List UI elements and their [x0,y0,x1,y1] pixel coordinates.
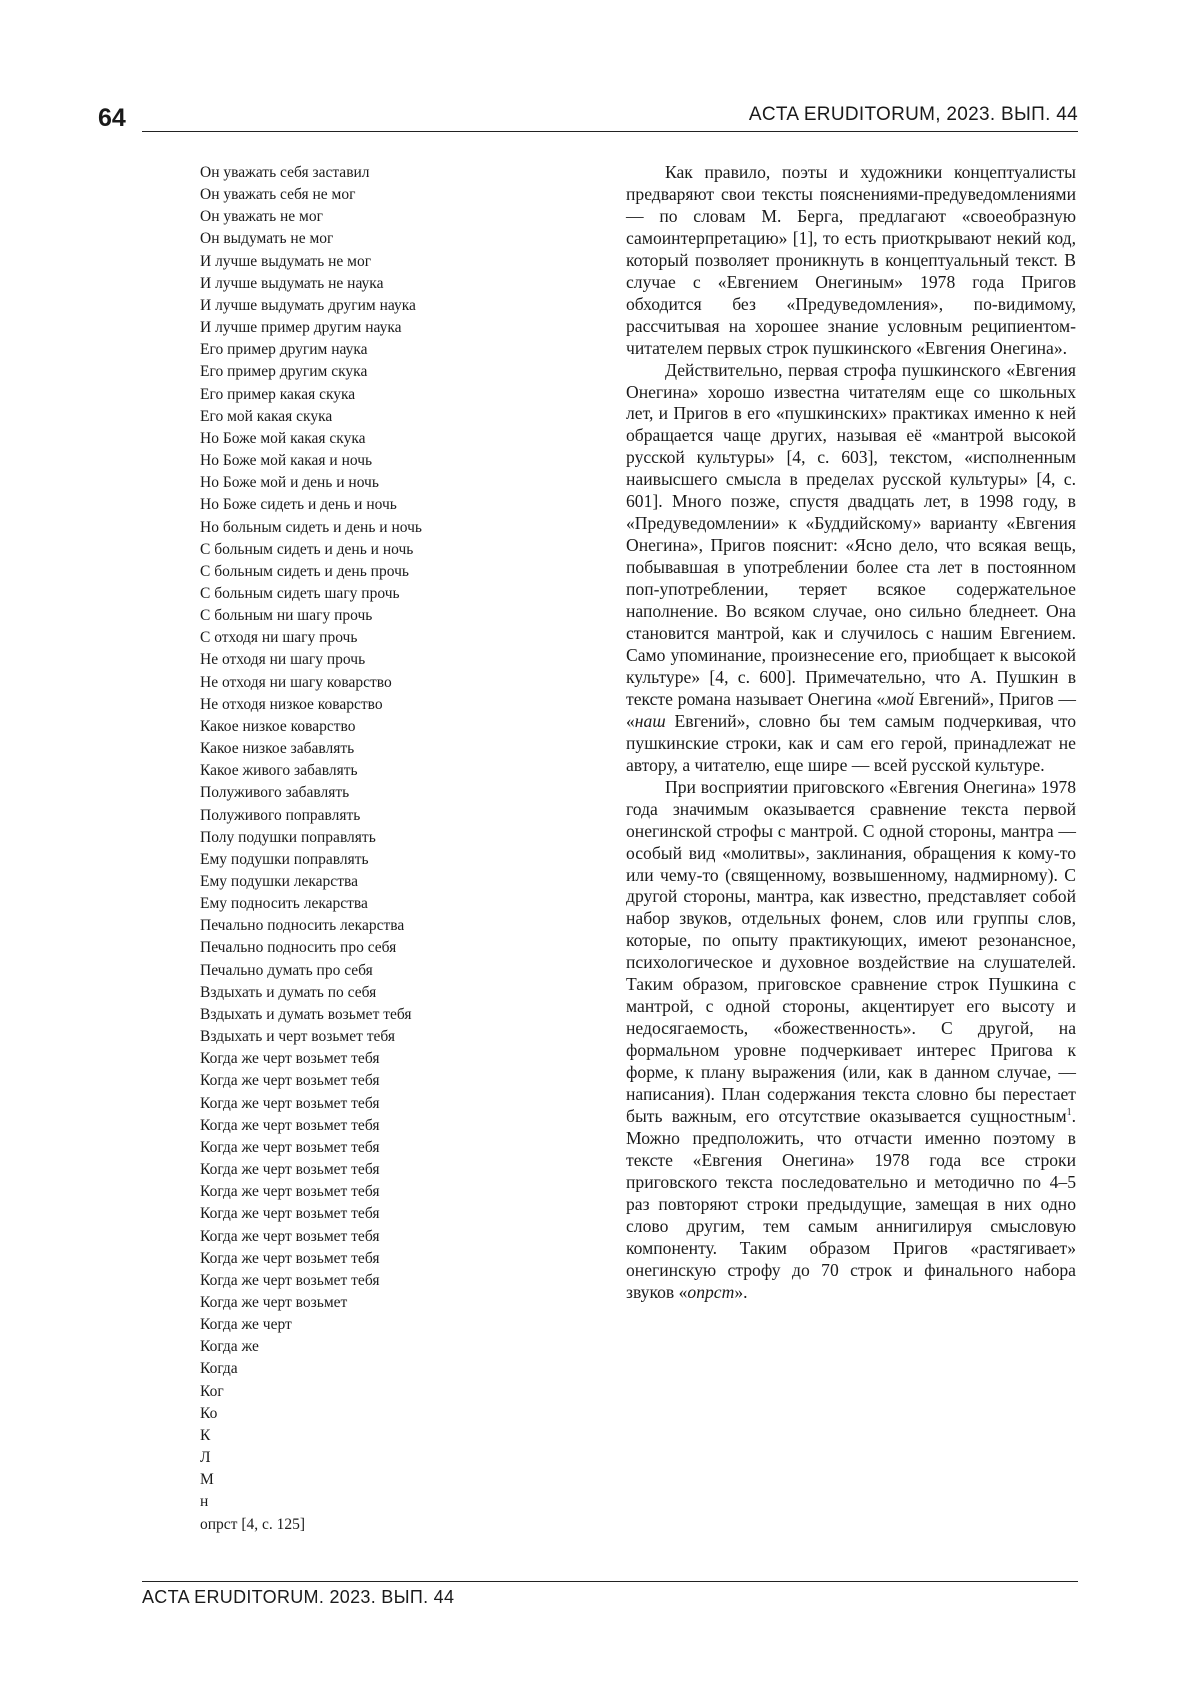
poem-line: Когда же черт возьмет тебя [200,1048,500,1070]
poem-line: И лучше выдумать другим наука [200,295,500,317]
header-divider [142,131,1078,132]
poem-line: Но Боже мой и день и ночь [200,472,500,494]
poem-line: Полуживого забавлять [200,782,500,804]
paragraph-text: Евгений», словно бы тем самым подчеркивая, что пушкинские строки, как и сам его герой, принадлежат не автору, а читателю, еще шире — всей русской культуре. [626,711,1076,775]
poem-line: Ему подносить лекарства [200,893,500,915]
poem-line: Но больным сидеть и день и ночь [200,517,500,539]
poem-line: С больным сидеть и день и ночь [200,539,500,561]
poem-line: Когда же черт возьмет тебя [200,1115,500,1137]
poem-line: Вздыхать и думать возьмет тебя [200,1004,500,1026]
poem-line: Вздыхать и думать по себя [200,982,500,1004]
poem-line: Когда же черт возьмет тебя [200,1070,500,1092]
poem-line: Ему подушки лекарства [200,871,500,893]
poem-column [200,162,500,1536]
poem-line: Его мой какая скука [200,406,500,428]
paragraph [626,162,1076,360]
poem-line: Когда же черт возьмет тебя [200,1226,500,1248]
poem-line: Когда же черт возьмет тебя [200,1248,500,1270]
running-header: ACTA ERUDITORUM, 2023. ВЫП. 44 [749,104,1078,126]
poem-line: С больным ни шагу прочь [200,605,500,627]
poem-line: Когда же черт возьмет тебя [200,1203,500,1225]
poem-line: М [200,1469,500,1491]
footer-divider [142,1581,1078,1582]
poem-line: Полуживого поправлять [200,805,500,827]
poem-line: Он уважать себя заставил [200,162,500,184]
poem-line: Когда же черт возьмет тебя [200,1137,500,1159]
poem-line: Ког [200,1381,500,1403]
paragraph-text: . Можно предположить, что отчасти именно поэтому в тексте «Евгения Онегина» 1978 года все строки приговского текста последовательно и методично по 4–5 раз повторяют строки предыдущие, замещая в них одно слово другим, тем самым аннигилируя смысловую компоненту. Таким образом Пригов «растягивает» онегинскую строфу до 70 строк и финального набора звуков « [626,1106,1076,1302]
poem-line: Не отходя ни шагу прочь [200,649,500,671]
poem-line: Вздыхать и черт возьмет тебя [200,1026,500,1048]
poem-line: Он уважать себя не мог [200,184,500,206]
page-number: 64 [98,104,126,133]
poem-line: Печально думать про себя [200,960,500,982]
running-footer: ACTA ERUDITORUM. 2023. ВЫП. 44 [142,1587,454,1608]
poem-line: Какое живого забавлять [200,760,500,782]
poem-line: Когда же черт [200,1314,500,1336]
poem-line: И лучше выдумать не наука [200,273,500,295]
poem-line: С больным сидеть шагу прочь [200,583,500,605]
poem-line: Его пример какая скука [200,384,500,406]
article-column [626,162,1076,1304]
poem-line: Когда же черт возьмет [200,1292,500,1314]
poem-line: Какое низкое коварство [200,716,500,738]
poem-line: Какое низкое забавлять [200,738,500,760]
poem-line: Л [200,1447,500,1469]
paragraph-text: Как правило, поэты и художники концептуалисты предваряют свои тексты пояснениями-предуведомлениями — по словам М. Берга, предлагают «своеобразную самоинтерпретацию» [1], то есть приоткрывают некий код, который позволяет проникнуть в концептуальный текст. В случае с «Евгением Онегиным» 1978 года Пригов обходится без «Предуведомления», по-видимому, рассчитывая на хорошее знание условным реципиентом-читателем первых строк пушкинского «Евгения Онегина». [626,162,1076,358]
poem-line: И лучше выдумать не мог [200,251,500,273]
poem-line: н [200,1491,500,1513]
poem-line: Печально подносить про себя [200,937,500,959]
poem-line: К [200,1425,500,1447]
poem-line: Не отходя ни шагу коварство [200,672,500,694]
poem-line: Полу подушки поправлять [200,827,500,849]
emphasis: наш [635,711,666,731]
poem-line: И лучше пример другим наука [200,317,500,339]
poem-line: Когда же черт возьмет тебя [200,1159,500,1181]
poem-line: Печально подносить лекарства [200,915,500,937]
footnote-marker[interactable]: 1 [1067,1107,1072,1118]
poem-line: Когда же черт возьмет тебя [200,1181,500,1203]
poem-line: С больным сидеть и день прочь [200,561,500,583]
poem-line: Его пример другим скука [200,361,500,383]
poem-line: Но Боже мой какая скука [200,428,500,450]
emphasis: опрст [687,1282,734,1302]
poem-line: Когда же [200,1336,500,1358]
poem-line: Ко [200,1403,500,1425]
poem-line: Ему подушки поправлять [200,849,500,871]
poem-line: опрст [4, с. 125] [200,1514,500,1536]
poem-line: Он уважать не мог [200,206,500,228]
poem-line: Но Боже сидеть и день и ночь [200,494,500,516]
poem-line: Его пример другим наука [200,339,500,361]
poem-line: Не отходя низкое коварство [200,694,500,716]
poem-line: Но Боже мой какая и ночь [200,450,500,472]
paragraph-text: Евгений», Пригов — « [626,689,1076,731]
poem-line: Когда же черт возьмет тебя [200,1270,500,1292]
poem-line: Когда же черт возьмет тебя [200,1093,500,1115]
poem-line: Он выдумать не мог [200,228,500,250]
paragraph [626,360,1076,777]
poem-line: С отходя ни шагу прочь [200,627,500,649]
emphasis: мой [885,689,914,709]
poem-line: Когда [200,1358,500,1380]
paragraph [626,777,1076,1304]
paragraph-text: ». [734,1282,747,1302]
paragraph-text: Действительно, первая строфа пушкинского «Евгения Онегина» хорошо известна читателям еще со школьных лет, и Пригов в его «пушкинских» практиках именно к ней обращается чаще других, называя её «мантрой высокой русской культуры» [4, с. 603], текстом, «исполненным наивысшего смысла в пределах русской культуры» [4, с. 601]. Много позже, спустя двадцать лет, в 1998 году, в «Предуведомлении» к «Буддийскому» варианту «Евгения Онегина», Пригов пояснит: «Ясно дело, что всякая вещь, побывавшая в употреблении более ста лет в постоянном поп-употреблении, теряет всякое содержательное наполнение. Во всяком случае, оно сильно бледнеет. Она становится мантрой, как и случилось с нашим Евгением. Само упоминание, произнесение его, приобщает к высокой культуре» [4, с. 600]. Примечательно, что А. Пушкин в тексте романа называет Онегина « [626,360,1076,709]
paragraph-text: При восприятии приговского «Евгения Онегина» 1978 года значимым оказывается сравнение текста первой онегинской строфы с мантрой. С одной стороны, мантра — особый вид «молитвы», заклинания, обращения к кому-то или чему-то (священному, возвышенному, надмирному). С другой стороны, мантра, как известно, представляет собой набор звуков, отдельных фонем, слов или группы слов, которые, по опыту практикующих, имеют резонансное, психологическое и духовное воздействие на слушателей. Таким образом, приговское сравнение строк Пушкина с мантрой, с одной стороны, акцентирует его высоту и недосягаемость, «божественность». С другой, на формальном уровне подчеркивает интерес Пригова к форме, к плану выражения (или, как в данном случае, — написания). План содержания текста словно бы перестает быть важным, его отсутствие оказывается сущностным [626,777,1076,1126]
